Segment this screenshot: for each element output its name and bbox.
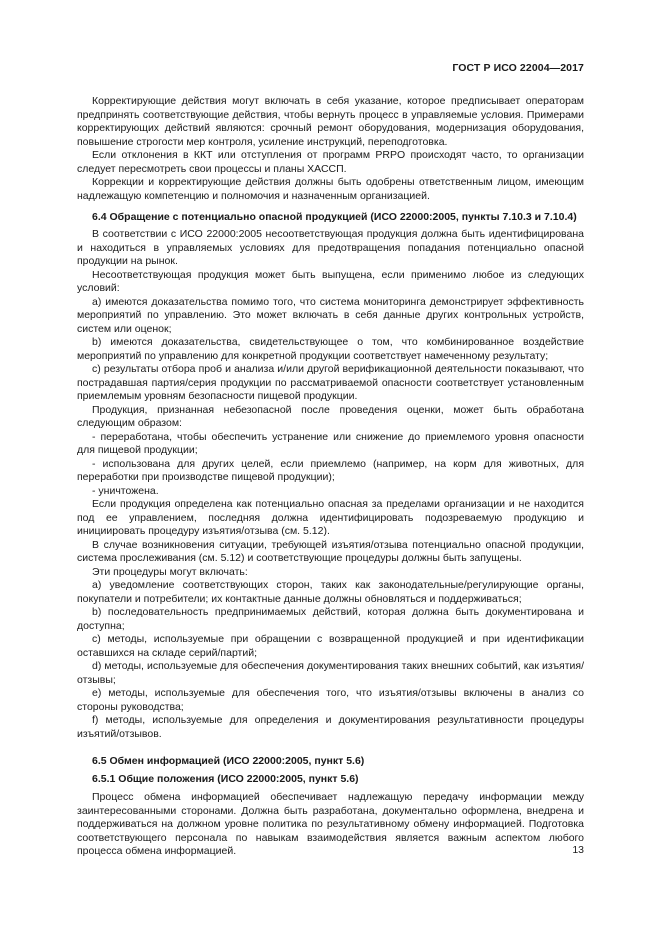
section-paragraph: Продукция, признанная небезопасной после проведения оценки, может быть обработана следующим образом: [77, 403, 584, 429]
section-paragraph: Эти процедуры могут включать: [92, 565, 248, 578]
section-paragraph: Несоответствующая продукция может быть выпущена, если применимо любое из следующих условий: [77, 268, 584, 294]
list-item: а) имеются доказательства помимо того, что система мониторинга демонстрирует эффективность мероприятий по управлению. Это может включать в себя данные других контрольных устройств, систем или оценок; [77, 295, 584, 335]
intro-paragraph: Коррекции и корректирующие действия должны быть одобрены ответственным лицом, имеющим надлежащую компетенцию и полномочия и назначенным организацией. [77, 176, 584, 202]
section-paragraph: В соответствии с ИСО 22000:2005 несоответствующая продукция должна быть идентифицирована и находиться в управляемых условиях для предотвращения попадания потенциально опасной продукции на рынок. [77, 228, 584, 267]
list-item: а) уведомление соответствующих сторон, таких как законодательные/регулирующие органы, покупатели и потребители; их контактные данные должны обновляться и поддерживаться; [77, 579, 584, 605]
list-item: b) последовательность предпринимаемых действий, которая должна быть документирована и доступна; [77, 606, 584, 632]
section-heading-6-5: 6.5 Обмен информацией (ИСО 22000:2005, пункт 5.6) [92, 755, 365, 767]
page-content [77, 95, 584, 859]
subsection-heading-6-5-1: 6.5.1 Общие положения (ИСО 22000:2005, пункт 5.6) [92, 773, 359, 785]
intro-paragraph: Корректирующие действия могут включать в себя указание, которое предписывает операторам предпринять соответствующие действия, чтобы вернуть процесс в управляемые условия. Примерами корректирующих действий являются: срочный ремонт оборудования, модернизация оборудования, повышение строгости мер контроля, усиление инструкций, переподготовка. [77, 95, 584, 148]
section-paragraph: Если продукция определена как потенциально опасная за пределами организации и не находится под ее управлением, последняя должна идентифицировать подозреваемую продукцию и инициировать процедуру изъятия/отзыва (см. 5.12). [77, 498, 584, 537]
section-paragraph: Процесс обмена информацией обеспечивает надлежащую передачу информации между заинтересованными сторонами. Должна быть разработана, документально оформлена, внедрена и поддерживаться на должном уровне политика по результативному обмену информацией. Подготовка соответствующего персонала по навыкам взаимодействия является важным аспектом любого процесса обмена информацией. [77, 791, 584, 857]
section-heading-6-4: 6.4 Обращение с потенциально опасной продукцией (ИСО 22000:2005, пункты 7.10.3 и 7.10.4) [92, 211, 577, 223]
dash-item: - использована для других целей, если приемлемо (например, на корм для животных, для переработки при производстве пищевой продукции); [77, 457, 584, 483]
standard-header: ГОСТ Р ИСО 22004—2017 [452, 62, 584, 74]
page-number: 13 [572, 844, 584, 856]
list-item: с) результаты отбора проб и анализа и/или другой верификационной деятельности показывают, что пострадавшая партия/серия продукции по рассматриваемой опасности соответствует установленным приемлемым уровням безопасности пищевой продукции. [77, 363, 584, 402]
dash-item: - переработана, чтобы обеспечить устранение или снижение до приемлемого уровня опасности для пищевой продукции; [77, 430, 584, 456]
list-item: e) методы, используемые для обеспечения того, что изъятия/отзывы включены в анализ со стороны руководства; [77, 687, 584, 713]
list-item: f) методы, используемые для определения и документирования результативности процедуры изъятий/отзывов. [77, 714, 584, 740]
intro-paragraph: Если отклонения в ККТ или отступления от программ PRPO происходят часто, то организации следует пересмотреть свои процессы и планы ХАССП. [77, 149, 584, 175]
dash-item: - уничтожена. [92, 484, 159, 497]
list-item: b) имеются доказательства, свидетельствующее о том, что комбинированное воздействие мероприятий по управлению для конкретной продукции соответствует намеченному результату; [77, 336, 584, 362]
section-paragraph: В случае возникновения ситуации, требующей изъятия/отзыва потенциально опасной продукции, система прослеживания (см. 5.12) и соответствующие процедуры должны быть запущены. [77, 538, 584, 564]
list-item: c) методы, используемые при обращении с возвращенной продукцией и при идентификации оставшихся на складе серий/партий; [77, 633, 584, 659]
list-item: d) методы, используемые для обеспечения документирования таких внешних событий, как изъятия/отзывы; [77, 660, 584, 686]
